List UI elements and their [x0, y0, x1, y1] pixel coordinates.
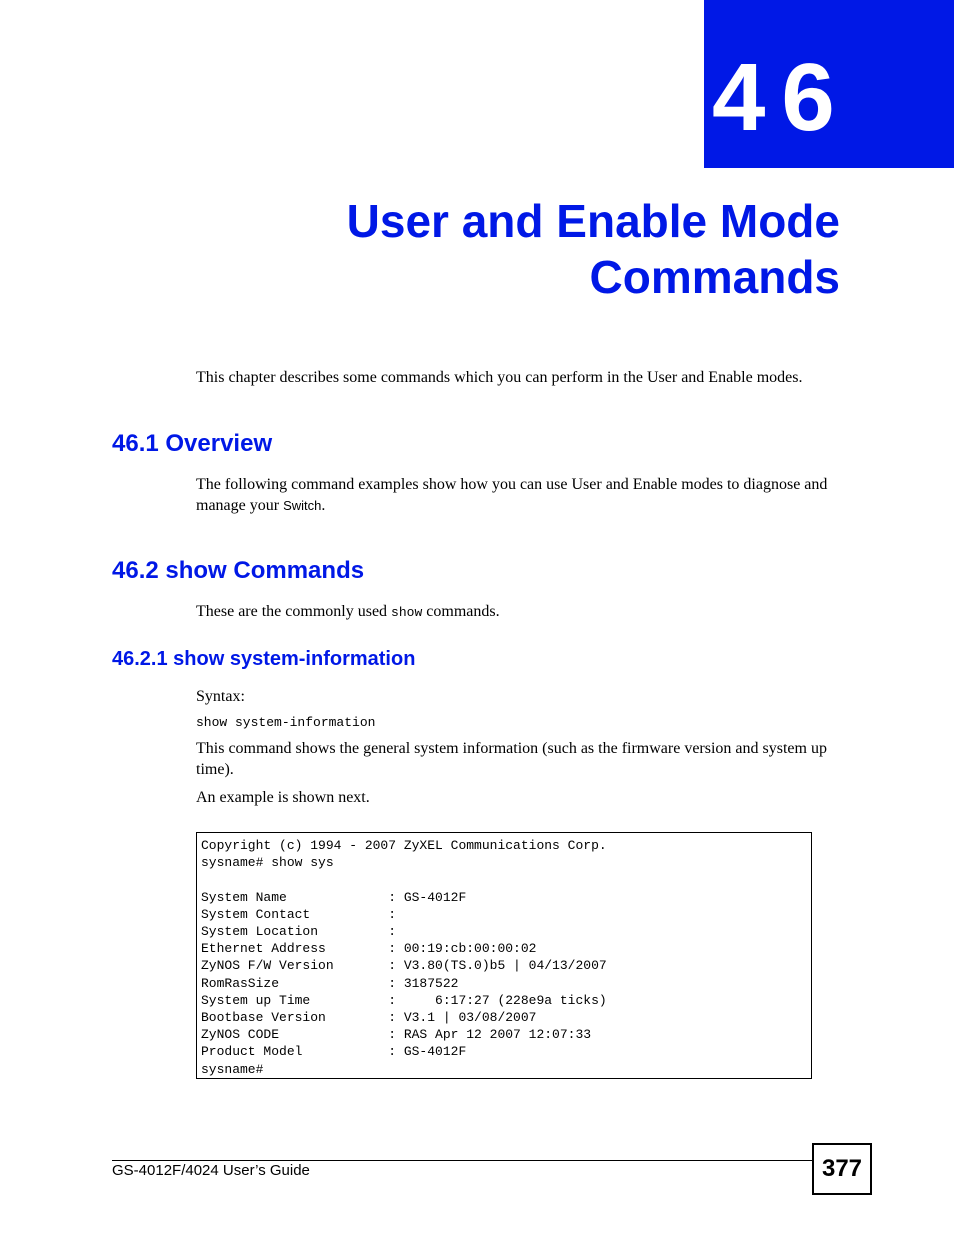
command-description: This command shows the general system information (such as the firmware version and system up time). — [196, 740, 827, 778]
overview-paragraph — [196, 474, 846, 516]
overview-text: The following command examples show how you can use User and Enable modes to diagnose and manage your — [196, 476, 828, 514]
footer-guide-title: GS-4012F/4024 User’s Guide — [112, 1162, 310, 1179]
section-heading-overview: 46.1 Overview — [112, 430, 273, 457]
syntax-code: show system-information — [196, 715, 376, 730]
footer-rule — [112, 1160, 814, 1161]
chapter-number-box — [704, 0, 954, 168]
show-command-code: show — [391, 605, 423, 620]
show-commands-paragraph — [196, 601, 846, 623]
section-heading-show-commands: 46.2 show Commands — [112, 557, 365, 584]
chapter-title — [140, 193, 840, 305]
example-intro: An example is shown next. — [196, 789, 370, 806]
overview-text-end: . — [321, 497, 326, 514]
show-commands-text: These are the commonly used — [196, 603, 392, 620]
intro-paragraph: This chapter describes some commands which you can perform in the User and Enable modes. — [196, 369, 803, 386]
chapter-number: 46 — [712, 44, 851, 151]
example-output-box — [196, 832, 812, 1079]
example-output: Copyright (c) 1994 - 2007 ZyXEL Communications Corp. sysname# show sys System Name : GS-4012F System Contact : System Location : Ethernet Address : 00:19:cb:00:00:02 ZyNOS F/W Version : V3.80(TS.0)b5 | 04/13/2007 RomRasSize : 3187522 System up Time : 6:17:27 (228e9a ticks) Bootbase Version : V3.1 | 03/08/2007 ZyNOS CODE : RAS Apr 12 2007 12:07:33 Product Model : GS-4012F sysname# — [201, 838, 607, 1077]
syntax-label: Syntax: — [196, 688, 245, 705]
show-commands-text-end: commands. — [422, 603, 500, 620]
subsection-heading-show-system-information: 46.2.1 show system-information — [112, 648, 416, 670]
chapter-title-line-1: User and Enable Mode — [346, 195, 840, 247]
page-number: 377 — [812, 1143, 872, 1195]
chapter-title-line-2: Commands — [589, 251, 840, 303]
device-name: Switch — [283, 498, 322, 513]
